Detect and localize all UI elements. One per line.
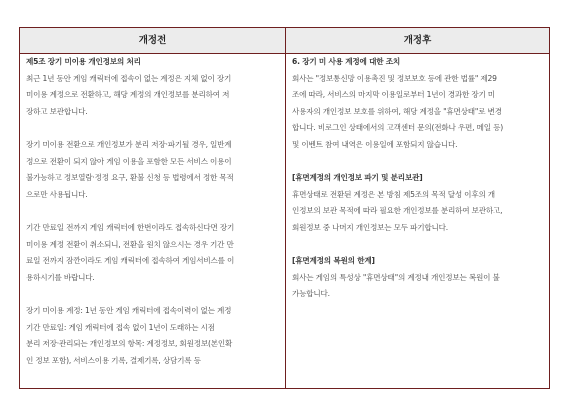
section-title: 제5조 장기 미이용 개인정보의 처리: [26, 57, 141, 66]
text-line: 미이용 계정으로 전환하고, 해당 계정의 개인정보를 분리하여 저: [26, 90, 230, 100]
text-line: 회원정보 중 나머지 개인정보는 모두 파기합니다.: [292, 222, 448, 232]
text-line: 인 정보 포함), 서비스이용 기록, 결제기록, 상담기록 등: [26, 355, 201, 365]
text-line: 장하고 보관합니다.: [26, 106, 88, 116]
comparison-table: [19, 27, 550, 389]
header-after-revision: 개정후: [403, 35, 432, 46]
text-line: 회사는 게임의 특성상 "휴면상태"의 계정내 개인정보는 복원이 불: [292, 272, 500, 282]
blank-line: [292, 154, 550, 171]
text-line: 기간 만료일 전까지 게임 캐릭터에 한번이라도 접속하신다면 장기: [26, 222, 235, 232]
text-line: 조에 따라, 서비스의 마지막 이용일로부터 1년이 경과한 장기 미: [292, 90, 495, 100]
section-title: [휴면계정의 복원의 한계]: [292, 256, 375, 266]
text-line: 합니다. 비로그인 상태에서의 고객센터 문의(전화나 우편, 메일 등): [292, 123, 503, 133]
after-revision-column: [292, 54, 550, 303]
column-divider: [285, 28, 286, 388]
text-line: 장기 미이용 계정: 1년 동안 게임 캐릭터에 접속이력이 없는 계정: [26, 305, 232, 315]
blank-line: [26, 120, 282, 137]
text-line: 용하시기를 바랍니다.: [26, 272, 95, 282]
text-line: 불가능하고 정보열람·정정 요구, 환불 신청 등 법령에서 정한 목적: [26, 173, 234, 183]
text-line: 및 이벤트 참여 내역은 이용일에 포함되지 않습니다.: [292, 139, 458, 149]
text-line: 가능합니다.: [292, 289, 330, 299]
text-line: 회사는 "정보통신망 이용촉진 및 정보보호 등에 관한 법률" 제29: [292, 73, 497, 83]
text-line: 료일 전까지 잠깐이라도 게임 캐릭터에 접속하여 게임서비스를 이: [26, 256, 235, 266]
before-revision-column: [26, 54, 282, 369]
text-line: 최근 1년 동안 게임 캐릭터에 접속이 없는 계정은 지체 없이 장기: [26, 73, 232, 83]
blank-line: [26, 286, 282, 303]
text-line: 정으로 전환이 되지 않아 게임 이용을 포함한 모든 서비스 이용이: [26, 156, 232, 166]
text-line: 으로만 사용됩니다.: [26, 189, 88, 199]
text-line: 장기 미이용 전환으로 개인정보가 분리 저장·파기될 경우, 일반계: [26, 139, 232, 149]
text-line: 휴면상태로 전환된 계정은 본 방침 제5조의 목적 달성 이후의 개: [292, 189, 495, 199]
header-before-revision: 개정전: [138, 35, 167, 46]
text-line: 인정보의 보관 목적에 따라 필요한 개인정보를 분리하여 보관하고,: [292, 206, 503, 216]
section-title: 6. 장기 미 사용 계정에 대한 조치: [292, 57, 401, 66]
text-line: 사용자의 개인정보 보호를 위하여, 해당 계정을 "휴면상태"로 변경: [292, 106, 502, 116]
text-line: 분리 저장·관리되는 개인정보의 항목: 계정정보, 회원정보(본인확: [26, 339, 233, 349]
blank-line: [26, 203, 282, 220]
text-line: 기간 만료일: 게임 캐릭터에 접속 없이 1년이 도래하는 시점: [26, 322, 215, 332]
text-line: 미이용 계정 전환이 취소되니, 전환을 원치 않으시는 경우 기간 만: [26, 239, 234, 249]
blank-line: [292, 237, 550, 254]
section-title: [휴면계정의 개인정보 파기 및 분리보관]: [292, 173, 423, 183]
